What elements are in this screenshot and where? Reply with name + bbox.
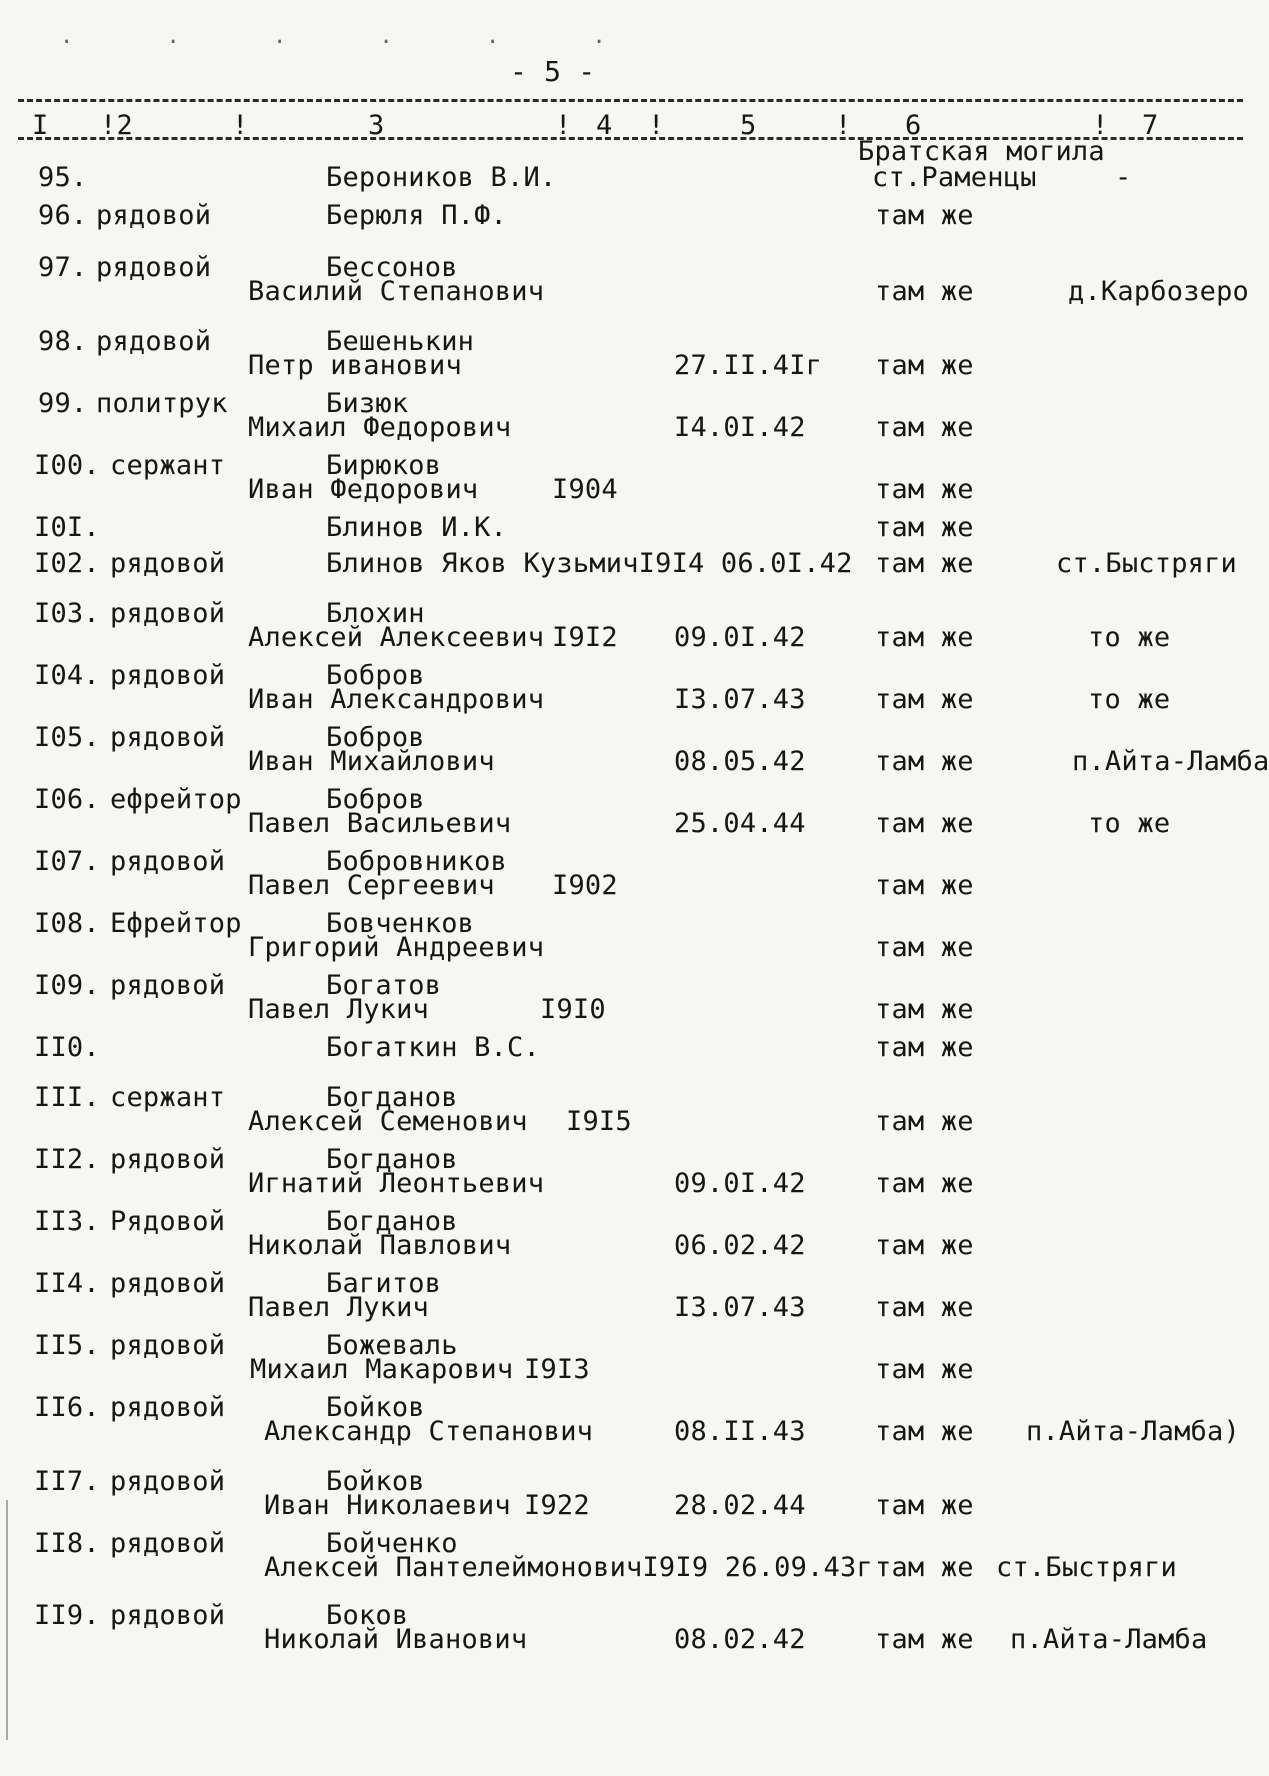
page-number: - 5 - xyxy=(510,55,596,88)
birth-year: I904 xyxy=(552,474,618,505)
burial-place: там же xyxy=(875,412,974,443)
column-header: ! xyxy=(648,110,665,141)
rank: рядовой xyxy=(110,660,226,691)
note: то же xyxy=(1088,808,1171,839)
name-line2: Иван Федорович xyxy=(248,474,479,505)
rank: рядовой xyxy=(110,1392,226,1423)
burial-place: там же xyxy=(875,684,974,715)
death-date: I3.07.43 xyxy=(674,684,806,715)
name-line1: Богатов xyxy=(326,970,442,1001)
column-header: ! xyxy=(1092,110,1109,141)
row-number: II7. xyxy=(34,1466,100,1497)
name-line2: Иван Александрович xyxy=(248,684,545,715)
burial-place: там же xyxy=(875,1354,974,1385)
burial-place: там же xyxy=(875,512,974,543)
name-line1: Берюля П.Ф. xyxy=(326,200,508,231)
death-date: 08.02.42 xyxy=(674,1624,806,1655)
death-date: 28.02.44 xyxy=(674,1490,806,1521)
burial-place: там же xyxy=(875,1552,974,1583)
burial-place: там же xyxy=(875,808,974,839)
rank: рядовой xyxy=(110,1330,226,1361)
row-number: I09. xyxy=(34,970,100,1001)
row-number: II9. xyxy=(34,1600,100,1631)
burial-place: там же xyxy=(875,746,974,777)
row-number: II8. xyxy=(34,1528,100,1559)
burial-place: там же xyxy=(875,870,974,901)
name-line2: Павел Лукич xyxy=(248,1292,430,1323)
rank: Рядовой xyxy=(110,1206,226,1237)
row-number: II6. xyxy=(34,1392,100,1423)
burial-place: там же xyxy=(875,1230,974,1261)
row-number: II3. xyxy=(34,1206,100,1237)
name-line1: Бероников В.И. xyxy=(326,162,557,193)
name-line1: Боков xyxy=(326,1600,409,1631)
death-date: 08.II.43 xyxy=(674,1416,806,1447)
name-line2: Михаил Макарович xyxy=(250,1354,514,1385)
row-number: I03. xyxy=(34,598,100,629)
column-header: I xyxy=(32,110,49,141)
column-header: ! xyxy=(835,110,852,141)
note: ст.Быстряги xyxy=(1056,548,1238,579)
burial-place: там же xyxy=(875,1624,974,1655)
name-line2: Иван Николаевич xyxy=(264,1490,511,1521)
name-line1: Бирюков xyxy=(326,450,442,481)
row-number: 97. xyxy=(38,252,88,283)
name-line1: Бобровников xyxy=(326,846,508,877)
column-header: 3 xyxy=(368,110,385,141)
rank: ефрейтор xyxy=(110,784,242,815)
burial-place: там же xyxy=(875,1032,974,1063)
death-date: I4.0I.42 xyxy=(674,412,806,443)
name-line1: Богаткин В.С. xyxy=(326,1032,540,1063)
name-line1: Бизюк xyxy=(326,388,409,419)
name-line1: Блинов И.К. xyxy=(326,512,508,543)
name-line2: Павел Сергеевич xyxy=(248,870,495,901)
burial-place: там же xyxy=(875,994,974,1025)
burial-place: там же xyxy=(875,1416,974,1447)
name-line1: Богданов xyxy=(326,1144,458,1175)
column-header: !2 xyxy=(100,110,133,141)
burial-place: там же xyxy=(875,1490,974,1521)
birth-year: I9I5 xyxy=(566,1106,632,1137)
name-line1: Богданов xyxy=(326,1082,458,1113)
name-line2: Григорий Андреевич xyxy=(248,932,545,963)
row-number: III. xyxy=(34,1082,100,1113)
burial-place: там же xyxy=(875,1292,974,1323)
row-number: 99. xyxy=(38,388,88,419)
row-number: I06. xyxy=(34,784,100,815)
name-line1: Багитов xyxy=(326,1268,442,1299)
rank: рядовой xyxy=(96,252,212,283)
column-header: 5 xyxy=(740,110,757,141)
name-line2: Михаил Федорович xyxy=(248,412,512,443)
row-number: I05. xyxy=(34,722,100,753)
name-line1: Блинов Яков КузьмичI9I4 06.0I.42 xyxy=(326,548,853,579)
burial-place: там же xyxy=(875,474,974,505)
death-date: 27.II.4Iг xyxy=(674,350,823,381)
rank: рядовой xyxy=(110,598,226,629)
name-line2: Иван Михайлович xyxy=(248,746,495,777)
burial-place: там же xyxy=(875,350,974,381)
burial-place: там же xyxy=(875,276,974,307)
name-line1: Бессонов xyxy=(326,252,458,283)
name-line2: Алексей Алексеевич xyxy=(248,622,545,653)
rank: рядовой xyxy=(110,1268,226,1299)
rank: рядовой xyxy=(110,1144,226,1175)
name-line1: Бобров xyxy=(326,660,425,691)
burial-place: там же xyxy=(875,548,974,579)
note: п.Айта-Ламба xyxy=(1072,746,1269,777)
page-edge-line xyxy=(6,1500,8,1740)
burial-place: там же xyxy=(875,1106,974,1137)
note: п.Айта-Ламба) xyxy=(1026,1416,1240,1447)
name-line1: Бойков xyxy=(326,1466,425,1497)
death-date: 06.02.42 xyxy=(674,1230,806,1261)
rank: рядовой xyxy=(110,1528,226,1559)
birth-year: I922 xyxy=(524,1490,590,1521)
scan-speckle: · · · · · · xyxy=(60,30,646,55)
birth-year: I902 xyxy=(552,870,618,901)
rank: рядовой xyxy=(110,1466,226,1497)
header-col6-line1: Братская могила xyxy=(858,136,1105,167)
row-number: I0I. xyxy=(34,512,100,543)
name-line2: Василий Степанович xyxy=(248,276,545,307)
name-line2: Алексей ПантелеймоновичI9I9 26.09.43г xyxy=(264,1552,873,1583)
note: ст.Быстряги xyxy=(996,1552,1178,1583)
name-line2: Петр иванович xyxy=(248,350,462,381)
name-line2: Игнатий Леонтьевич xyxy=(248,1168,545,1199)
note: то же xyxy=(1088,622,1171,653)
burial-place: там же xyxy=(875,932,974,963)
row-number: II5. xyxy=(34,1330,100,1361)
birth-year: I9I3 xyxy=(524,1354,590,1385)
name-line2: Алексей Семенович xyxy=(248,1106,528,1137)
row-number: I00. xyxy=(34,450,100,481)
header-col7-first: - xyxy=(1115,162,1132,193)
birth-year: I9I0 xyxy=(540,994,606,1025)
row-number: II2. xyxy=(34,1144,100,1175)
name-line1: Бойков xyxy=(326,1392,425,1423)
death-date: 09.0I.42 xyxy=(674,1168,806,1199)
rank: политрук xyxy=(96,388,228,419)
name-line1: Божеваль xyxy=(326,1330,458,1361)
row-number: 98. xyxy=(38,326,88,357)
row-number: II4. xyxy=(34,1268,100,1299)
name-line1: Блохин xyxy=(326,598,425,629)
rank: рядовой xyxy=(96,200,212,231)
rank: рядовой xyxy=(110,722,226,753)
name-line2: Александр Степанович xyxy=(264,1416,594,1447)
rank: рядовой xyxy=(110,548,226,579)
burial-place: там же xyxy=(875,200,974,231)
name-line2: Павел Васильевич xyxy=(248,808,512,839)
column-header: ! xyxy=(555,110,572,141)
name-line1: Богданов xyxy=(326,1206,458,1237)
row-number: I07. xyxy=(34,846,100,877)
header-divider-top xyxy=(18,99,1243,102)
rank: рядовой xyxy=(110,970,226,1001)
rank: сержант xyxy=(110,450,226,481)
header-col6-line2: ст.Раменцы xyxy=(872,162,1037,193)
name-line1: Бешенькин xyxy=(326,326,475,357)
note: то же xyxy=(1088,684,1171,715)
rank: сержант xyxy=(110,1082,226,1113)
burial-place: там же xyxy=(875,1168,974,1199)
column-header: ! xyxy=(232,110,249,141)
row-number: I04. xyxy=(34,660,100,691)
death-date: 25.04.44 xyxy=(674,808,806,839)
row-number: I02. xyxy=(34,548,100,579)
name-line1: Бойченко xyxy=(326,1528,458,1559)
name-line1: Бовченков xyxy=(326,908,475,939)
name-line1: Бобров xyxy=(326,784,425,815)
row-number: 95. xyxy=(38,162,88,193)
name-line2: Павел Лукич xyxy=(248,994,430,1025)
death-date: I3.07.43 xyxy=(674,1292,806,1323)
burial-place: там же xyxy=(875,622,974,653)
row-number: II0. xyxy=(34,1032,100,1063)
row-number: 96. xyxy=(38,200,88,231)
birth-year: I9I2 xyxy=(552,622,618,653)
rank: рядовой xyxy=(96,326,212,357)
name-line2: Николай Иванович xyxy=(264,1624,528,1655)
column-header: 4 xyxy=(596,110,613,141)
column-header: 6 xyxy=(905,110,922,141)
rank: рядовой xyxy=(110,1600,226,1631)
note: п.Айта-Ламба xyxy=(1010,1624,1208,1655)
note: д.Карбозеро xyxy=(1068,276,1250,307)
name-line2: Николай Павлович xyxy=(248,1230,512,1261)
death-date: 09.0I.42 xyxy=(674,622,806,653)
column-header: 7 xyxy=(1142,110,1159,141)
row-number: I08. xyxy=(34,908,100,939)
rank: рядовой xyxy=(110,846,226,877)
death-date: 08.05.42 xyxy=(674,746,806,777)
name-line1: Бобров xyxy=(326,722,425,753)
rank: Ефрейтор xyxy=(110,908,242,939)
